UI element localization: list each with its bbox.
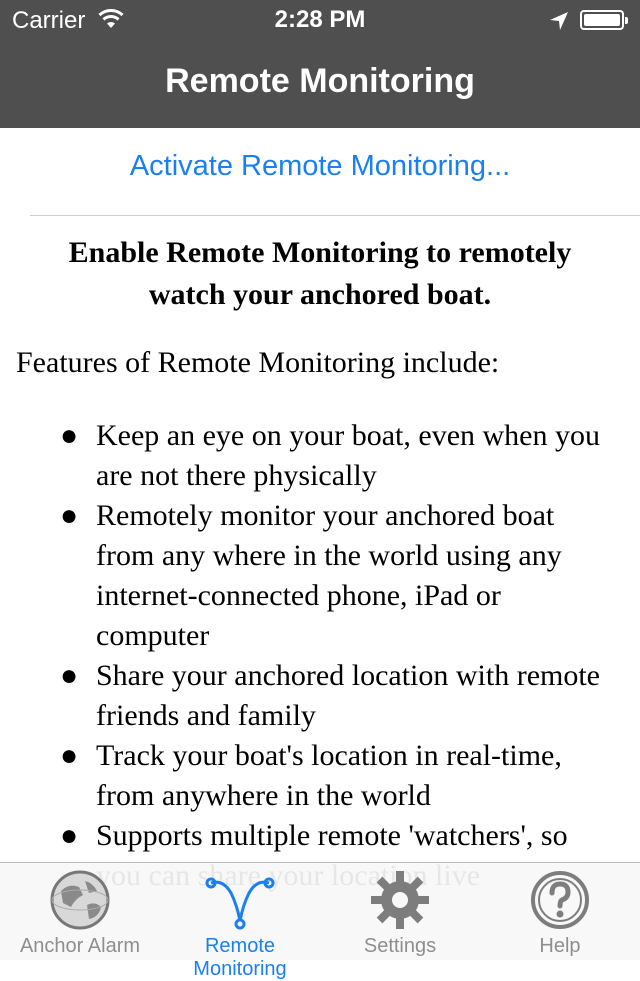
status-bar [0,0,640,40]
navigation-bar [0,40,640,128]
location-arrow-icon [548,10,570,32]
tab-label: Anchor Alarm [19,935,141,957]
features-list [60,416,616,896]
gear-icon [369,869,431,931]
tab-label: Help [539,935,581,957]
headline: Enable Remote Monitoring to remotely watch your anchored boat. [68,236,572,311]
list-item [60,656,616,736]
bullet-icon: ● [60,499,79,532]
feature-text: Supports multiple remote 'watchers', so [96,819,568,852]
bullet-icon: ● [60,659,79,692]
tab-help[interactable] [480,863,640,961]
bullet-icon: ● [60,819,79,852]
list-item [60,736,616,816]
bullet-icon: ● [60,419,79,452]
feature-text: Track your boat's location in real-time, from anywhere in the world [96,739,562,812]
list-item [60,496,616,656]
battery-icon [580,10,624,30]
carrier-label: Carrier [12,7,86,34]
help-icon [529,869,591,931]
globe-icon [49,869,111,931]
tab-settings[interactable] [320,863,480,961]
clock: 2:28 PM [274,6,366,33]
features-intro: Features of Remote Monitoring include: [16,346,500,379]
bullet-icon: ● [60,739,79,772]
tab-label: Remote Monitoring [193,935,287,980]
feature-text: Share your anchored location with remote friends and family [96,659,600,732]
anchor-icon [205,869,275,931]
tab-label: Settings [363,935,437,957]
tab-remote-monitoring[interactable] [160,863,320,980]
feature-text: Keep an eye on your boat, even when you are not there physically [96,419,600,492]
tab-bar [0,862,640,980]
divider [30,215,640,216]
list-item [60,416,616,496]
page-title: Remote Monitoring [165,62,475,100]
feature-text: Remotely monitor your anchored boat from any where in the world using any internet-connected phone, iPad or computer [96,499,562,652]
activate-remote-monitoring-button[interactable]: Activate Remote Monitoring... [129,150,511,182]
tab-anchor-alarm[interactable] [0,863,160,961]
